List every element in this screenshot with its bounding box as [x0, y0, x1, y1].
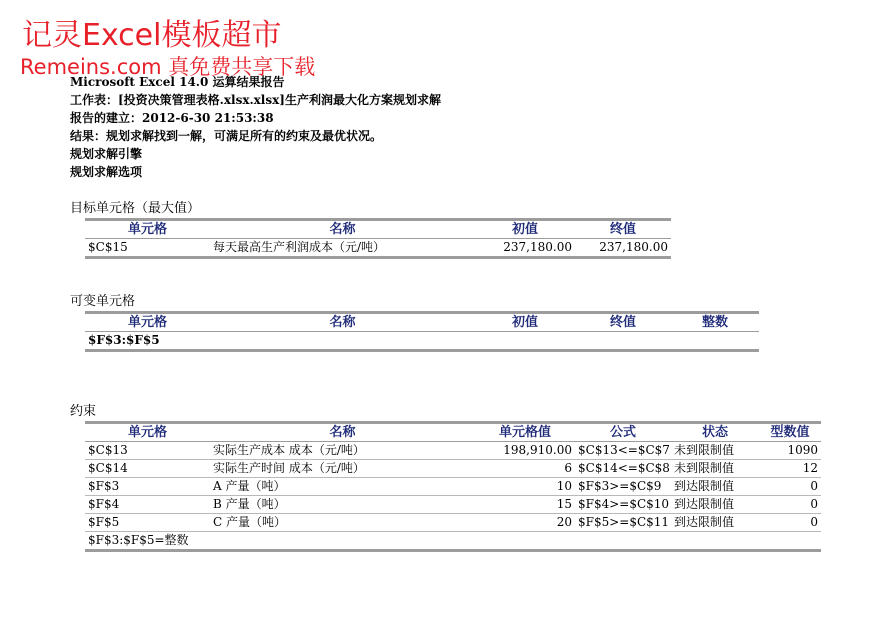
- cell-status: 到达限制值: [671, 496, 759, 514]
- cell-name: 每天最高生产利润成本（元/吨）: [210, 239, 475, 258]
- cell-ref: $F$4: [85, 496, 210, 514]
- table-header-row: [85, 313, 759, 332]
- column-header: 单元格: [85, 313, 210, 332]
- report-worksheet: 工作表：[投资决策管理表格.xlsx.xlsx]生产利润最大化方案规划求解: [70, 93, 441, 107]
- variables-table: [85, 311, 759, 352]
- constraints-section-title: 约束: [70, 404, 97, 419]
- variables-section-title: 可变单元格: [70, 294, 136, 309]
- cell-value: 20: [475, 514, 575, 532]
- cell-value: 6: [475, 460, 575, 478]
- table-row: [85, 332, 759, 351]
- constraints-table: [85, 421, 821, 552]
- cell-name: 实际生产时间 成本（元/吨）: [210, 460, 475, 478]
- integer-constraint-note: $F$3:$F$5=整数: [85, 532, 821, 551]
- cell-name: B 产量（吨）: [210, 496, 475, 514]
- cell-ref: $C$13: [85, 442, 210, 460]
- column-header: 整数: [671, 313, 759, 332]
- cell-ref: $F$3: [85, 478, 210, 496]
- table-header-row: [85, 220, 671, 239]
- cell-name: C 产量（吨）: [210, 514, 475, 532]
- table-row: [85, 460, 821, 478]
- report-result: 结果：规划求解找到一解，可满足所有的约束及最优状况。: [70, 129, 383, 143]
- cell-value: 198,910.00: [475, 442, 575, 460]
- column-header: 型数值: [759, 423, 821, 442]
- objective-section-title: 目标单元格（最大值）: [70, 201, 201, 216]
- cell-slack: 0: [759, 496, 821, 514]
- cell-status: 未到限制值: [671, 460, 759, 478]
- column-header: 状态: [671, 423, 759, 442]
- cell-slack: 1090: [759, 442, 821, 460]
- cell-formula: $F$5>=$C$11: [575, 514, 671, 532]
- column-header: 初值: [475, 220, 575, 239]
- column-header: 终值: [575, 313, 671, 332]
- table-row: [85, 239, 671, 258]
- table-row: [85, 442, 821, 460]
- cell-status: 到达限制值: [671, 478, 759, 496]
- column-header: 名称: [210, 313, 475, 332]
- cell-formula: $F$4>=$C$10: [575, 496, 671, 514]
- table-row: [85, 478, 821, 496]
- cell-formula: $F$3>=$C$9: [575, 478, 671, 496]
- cell-name: [210, 332, 475, 351]
- table-footer-row: [85, 532, 821, 551]
- cell-status: 到达限制值: [671, 514, 759, 532]
- cell-integer: [671, 332, 759, 351]
- cell-slack: 0: [759, 514, 821, 532]
- column-header: 名称: [210, 423, 475, 442]
- watermark-subtitle: Remeins.com 真免费共享下载: [20, 55, 316, 79]
- cell-formula: $C$14<=$C$8: [575, 460, 671, 478]
- cell-value: 10: [475, 478, 575, 496]
- watermark-title: 记灵Excel模板超市: [22, 18, 282, 53]
- cell-name: A 产量（吨）: [210, 478, 475, 496]
- cell-formula: $C$13<=$C$7: [575, 442, 671, 460]
- report-created: 报告的建立：2012-6-30 21:53:38: [70, 111, 274, 125]
- cell-initial: 237,180.00: [475, 239, 575, 258]
- cell-name: 实际生产成本 成本（元/吨）: [210, 442, 475, 460]
- cell-final: 237,180.00: [575, 239, 671, 258]
- column-header: 单元格值: [475, 423, 575, 442]
- table-row: [85, 514, 821, 532]
- cell-status: 未到限制值: [671, 442, 759, 460]
- column-header: 初值: [475, 313, 575, 332]
- cell-ref: $C$14: [85, 460, 210, 478]
- cell-ref: $C$15: [85, 239, 210, 258]
- column-header: 单元格: [85, 220, 210, 239]
- column-header: 名称: [210, 220, 475, 239]
- cell-value: 15: [475, 496, 575, 514]
- column-header: 终值: [575, 220, 671, 239]
- cell-slack: 0: [759, 478, 821, 496]
- cell-ref: $F$3:$F$5: [85, 332, 210, 351]
- report-app-title: Microsoft Excel 14.0 运算结果报告: [70, 75, 285, 89]
- objective-table: [85, 218, 671, 259]
- table-row: [85, 496, 821, 514]
- report-engine: 规划求解引擎: [70, 147, 143, 161]
- cell-slack: 12: [759, 460, 821, 478]
- cell-initial: [475, 332, 575, 351]
- cell-ref: $F$5: [85, 514, 210, 532]
- report-options: 规划求解选项: [70, 165, 143, 179]
- cell-final: [575, 332, 671, 351]
- table-header-row: [85, 423, 821, 442]
- column-header: 公式: [575, 423, 671, 442]
- column-header: 单元格: [85, 423, 210, 442]
